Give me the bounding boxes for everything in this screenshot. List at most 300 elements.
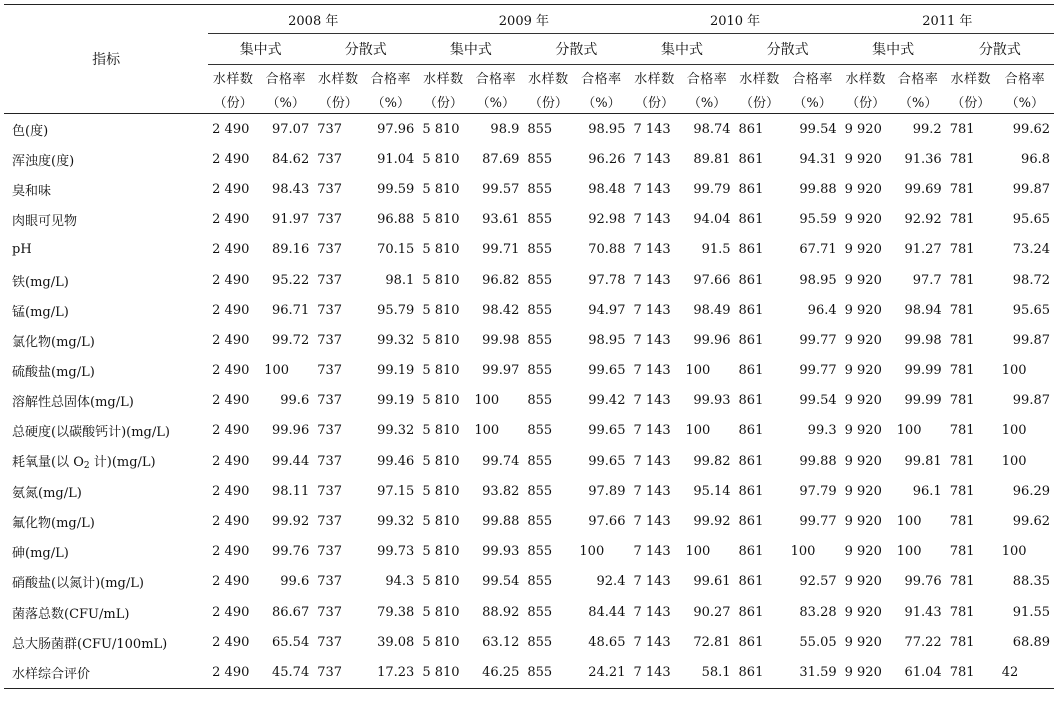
cell-pass-rate: 97.89 [588,483,626,499]
cell-pass-rate: 100 [685,423,711,439]
type-header-centralized: 集中式 [208,34,313,65]
cell-sample-count: 855 [527,483,553,499]
cell-sample-count: 855 [527,544,553,560]
cell-sample-count: 7 143 [633,634,671,650]
cell-sample-count: 7 143 [633,242,671,258]
cell-sample-count: 855 [527,181,553,197]
cell-pass-rate: 98.43 [272,181,310,197]
cell-pass-rate: 99.81 [904,453,942,469]
cell-pass-rate: 87.69 [482,151,520,167]
row-label: 硝酸盐(以氮计)(mg/L) [12,576,144,592]
unit-header-rate: （%） [785,89,841,114]
cell-sample-count: 7 143 [633,544,671,560]
cell-sample-count: 2 490 [212,604,250,620]
row-label: 总硬度(以碳酸钙计)(mg/L) [12,425,170,441]
type-header-decentralized: 分散式 [523,34,629,65]
cell-sample-count: 737 [317,212,343,228]
cell-pass-rate: 95.79 [377,302,415,318]
cell-sample-count: 861 [738,181,764,197]
cell-sample-count: 861 [738,604,764,620]
cell-sample-count: 5 810 [422,634,460,650]
cell-pass-rate: 98.95 [588,332,626,348]
table-row [4,205,1054,235]
cell-sample-count: 2 490 [212,332,250,348]
unit-header-count: （份） [208,89,258,114]
cell-pass-rate: 99.54 [482,574,520,590]
cell-sample-count: 7 143 [633,483,671,499]
cell-pass-rate: 68.89 [1012,634,1050,650]
cell-pass-rate: 94.97 [588,302,626,318]
cell-pass-rate: 96.88 [377,212,415,228]
cell-sample-count: 737 [317,332,343,348]
table-row [4,597,1054,627]
cell-pass-rate: 99.73 [377,544,415,560]
cell-sample-count: 9 920 [844,242,882,258]
cell-pass-rate: 96.4 [807,302,837,318]
row-label: pH [12,242,32,258]
sub-header-count: 水样数 [317,71,359,87]
cell-sample-count: 7 143 [633,453,671,469]
row-label: 总大肠菌群(CFU/100mL) [12,636,168,652]
cell-pass-rate: 99.76 [904,574,942,590]
row-label: 肉眼可见物 [12,214,78,230]
cell-sample-count: 737 [317,151,343,167]
cell-sample-count: 5 810 [422,302,460,318]
cell-sample-count: 7 143 [633,302,671,318]
cell-pass-rate: 46.25 [468,657,523,688]
cell-pass-rate: 99.6 [280,574,310,590]
cell-pass-rate: 95.22 [272,272,310,288]
cell-pass-rate: 99.19 [377,363,415,379]
cell-sample-count: 737 [317,483,343,499]
cell-sample-count: 5 810 [422,272,460,288]
cell-pass-rate: 100 [896,544,922,560]
cell-sample-count: 2 490 [212,574,250,590]
cell-sample-count: 855 [527,212,553,228]
cell-pass-rate: 99.92 [272,514,310,530]
unit-header-count: （份） [946,89,996,114]
row-label: 锰(mg/L) [12,304,69,320]
row-label: 臭和味 [12,183,52,199]
sub-header-count: 水样数 [212,71,254,87]
cell-pass-rate: 95.65 [1012,302,1050,318]
table-row [4,476,1054,506]
table-row [4,506,1054,536]
cell-pass-rate: 97.66 [588,514,626,530]
row-label: 砷(mg/L) [12,546,69,562]
cell-pass-rate: 97.79 [799,483,837,499]
cell-pass-rate: 97.66 [693,272,731,288]
indicator-header: 指标 [4,5,208,114]
cell-pass-rate: 99.32 [377,332,415,348]
cell-pass-rate: 48.65 [588,634,626,650]
row-label: 色(度) [12,123,49,139]
cell-sample-count: 855 [527,302,553,318]
cell-pass-rate: 96.29 [1012,483,1050,499]
cell-pass-rate: 63.12 [482,634,520,650]
cell-pass-rate: 91.55 [1012,604,1050,620]
cell-sample-count: 737 [317,393,343,409]
cell-sample-count: 5 810 [422,151,460,167]
row-label: 氨氮(mg/L) [12,485,82,501]
cell-pass-rate: 99.44 [272,453,310,469]
cell-pass-rate: 98.72 [1012,272,1050,288]
cell-sample-count: 861 [738,393,764,409]
cell-pass-rate: 99.65 [588,363,626,379]
cell-sample-count: 855 [527,332,553,348]
cell-pass-rate: 99.46 [377,453,415,469]
sub-header-rate: 合格率 [1004,71,1046,87]
cell-pass-rate: 77.22 [904,634,942,650]
cell-sample-count: 855 [527,363,553,379]
row-label-subscript: 2 [83,461,90,472]
cell-sample-count: 861 [738,121,764,137]
cell-sample-count: 737 [317,302,343,318]
cell-pass-rate: 98.49 [693,302,731,318]
cell-sample-count: 861 [738,574,764,590]
cell-sample-count: 7 143 [633,363,671,379]
cell-pass-rate: 94.3 [385,574,415,590]
cell-sample-count: 861 [738,212,764,228]
cell-sample-count: 5 810 [422,332,460,348]
unit-header-count: （份） [418,89,468,114]
cell-pass-rate: 98.11 [272,483,310,499]
cell-pass-rate: 61.04 [891,657,946,688]
cell-pass-rate: 99.96 [693,332,731,348]
cell-sample-count: 861 [738,453,764,469]
sub-header-rate: 合格率 [475,71,517,87]
sub-header-rate: 合格率 [581,71,622,87]
cell-sample-count: 9 920 [844,302,882,318]
cell-sample-count: 781 [949,212,975,228]
cell-sample-count: 861 [738,634,764,650]
cell-pass-rate: 96.8 [1021,151,1050,167]
cell-pass-rate: 99.82 [693,453,731,469]
unit-header-rate: （%） [996,89,1054,114]
cell-sample-count: 855 [527,453,553,469]
cell-sample-count: 781 [949,302,975,318]
cell-sample-count: 861 [738,423,764,439]
cell-sample-count: 9 920 [841,657,891,688]
unit-header-count: （份） [523,89,573,114]
cell-pass-rate: 99.65 [588,453,626,469]
sub-header-count: 水样数 [528,71,569,87]
unit-header-rate: （%） [891,89,946,114]
cell-sample-count: 2 490 [212,272,250,288]
cell-pass-rate: 99.93 [693,393,731,409]
sub-header-count: 水样数 [739,71,780,87]
sub-header-rate: 合格率 [370,71,412,87]
cell-pass-rate: 79.38 [377,604,415,620]
cell-pass-rate: 99.72 [272,332,310,348]
cell-pass-rate: 99.42 [588,393,626,409]
cell-pass-rate: 99.99 [904,393,942,409]
cell-sample-count: 7 143 [633,514,671,530]
cell-pass-rate: 99.88 [799,453,837,469]
cell-sample-count: 9 920 [844,604,882,620]
sub-header-count: 水样数 [950,71,991,87]
cell-pass-rate: 84.44 [588,604,626,620]
cell-pass-rate: 96.26 [588,151,626,167]
cell-pass-rate: 98.9 [490,121,520,137]
cell-pass-rate: 89.16 [272,242,310,258]
cell-sample-count: 9 920 [844,363,882,379]
type-header-centralized: 集中式 [418,34,523,65]
type-header-centralized: 集中式 [841,34,946,65]
cell-sample-count: 2 490 [212,212,250,228]
cell-pass-rate: 17.23 [363,657,418,688]
cell-pass-rate: 99.65 [588,423,626,439]
cell-pass-rate: 91.04 [377,151,415,167]
cell-pass-rate: 97.7 [912,272,942,288]
cell-pass-rate: 99.96 [272,423,310,439]
cell-sample-count: 855 [527,514,553,530]
cell-pass-rate: 99.61 [693,574,731,590]
cell-pass-rate: 89.81 [693,151,731,167]
cell-sample-count: 2 490 [212,544,250,560]
cell-pass-rate: 99.87 [1012,181,1050,197]
cell-sample-count: 9 920 [844,272,882,288]
cell-pass-rate: 67.71 [799,242,837,258]
cell-sample-count: 5 810 [422,393,460,409]
cell-pass-rate: 70.15 [377,242,415,258]
cell-sample-count: 781 [949,242,975,258]
cell-pass-rate: 99.54 [799,393,837,409]
cell-sample-count: 2 490 [212,423,250,439]
cell-sample-count: 855 [527,272,553,288]
cell-sample-count: 737 [317,423,343,439]
cell-pass-rate: 95.59 [799,212,837,228]
cell-pass-rate: 99.79 [693,181,731,197]
cell-pass-rate: 95.14 [693,483,731,499]
cell-pass-rate: 100 [1001,423,1027,439]
cell-sample-count: 9 920 [844,151,882,167]
cell-pass-rate: 90.27 [693,604,731,620]
sub-header-count: 水样数 [634,71,675,87]
cell-pass-rate: 99.57 [482,181,520,197]
cell-sample-count: 861 [738,332,764,348]
cell-sample-count: 7 143 [633,604,671,620]
year-header-2011: 2011 年 [841,5,1054,34]
cell-sample-count: 781 [949,574,975,590]
cell-sample-count: 2 490 [212,453,250,469]
cell-sample-count: 7 143 [633,393,671,409]
table-row [4,657,1054,688]
cell-pass-rate: 99.2 [912,121,942,137]
cell-pass-rate: 91.27 [904,242,942,258]
cell-sample-count: 855 [527,393,553,409]
cell-sample-count: 737 [317,604,343,620]
cell-sample-count: 9 920 [844,121,882,137]
cell-sample-count: 781 [949,514,975,530]
cell-pass-rate: 100 [685,544,711,560]
row-label-part: 计)(mg/L) [89,455,156,471]
cell-sample-count: 9 920 [844,634,882,650]
cell-sample-count: 7 143 [633,212,671,228]
cell-pass-rate: 99.74 [482,453,520,469]
row-label-part: 耗氧量(以 O [12,455,84,471]
cell-sample-count: 5 810 [422,574,460,590]
cell-sample-count: 855 [527,242,553,258]
sub-header-count: 水样数 [845,71,886,87]
cell-sample-count: 5 810 [422,181,460,197]
cell-pass-rate: 96.71 [272,302,310,318]
cell-sample-count: 7 143 [633,121,671,137]
cell-pass-rate: 91.97 [272,212,310,228]
cell-sample-count: 5 810 [422,423,460,439]
cell-pass-rate: 55.05 [799,634,837,650]
type-header-decentralized: 分散式 [735,34,841,65]
cell-sample-count: 5 810 [422,514,460,530]
cell-sample-count: 7 143 [633,332,671,348]
cell-pass-rate: 100 [1001,363,1027,379]
row-label: 溶解性总固体(mg/L) [12,395,134,411]
sub-header-rate: 合格率 [265,71,306,87]
cell-sample-count: 781 [949,544,975,560]
cell-pass-rate: 88.35 [1012,574,1050,590]
cell-sample-count: 855 [527,574,553,590]
cell-pass-rate: 42 [996,657,1054,688]
cell-sample-count: 5 810 [422,121,460,137]
cell-pass-rate: 99.98 [904,332,942,348]
cell-sample-count: 737 [317,453,343,469]
table-body [4,114,1054,689]
cell-pass-rate: 99.6 [280,393,310,409]
table-row [4,446,1054,476]
cell-sample-count: 5 810 [418,657,468,688]
cell-sample-count: 737 [317,514,343,530]
table-row [4,537,1054,567]
cell-pass-rate: 99.99 [904,363,942,379]
cell-sample-count: 861 [738,483,764,499]
cell-sample-count: 861 [738,302,764,318]
cell-pass-rate: 99.87 [1012,332,1050,348]
cell-pass-rate: 99.77 [799,363,837,379]
cell-pass-rate: 98.74 [693,121,731,137]
cell-pass-rate: 83.28 [799,604,837,620]
table-row [4,356,1054,386]
cell-sample-count: 855 [527,634,553,650]
cell-pass-rate: 99.62 [1012,514,1050,530]
cell-sample-count: 861 [735,657,785,688]
cell-pass-rate: 100 [1001,453,1027,469]
cell-pass-rate: 99.88 [799,181,837,197]
table-row [4,325,1054,355]
cell-sample-count: 5 810 [422,212,460,228]
cell-pass-rate: 98.42 [482,302,520,318]
cell-sample-count: 781 [949,483,975,499]
cell-pass-rate: 92.4 [596,574,626,590]
cell-pass-rate: 99.77 [799,514,837,530]
cell-sample-count: 5 810 [422,604,460,620]
unit-header-rate: （%） [468,89,523,114]
cell-sample-count: 7 143 [633,272,671,288]
unit-header-rate: （%） [363,89,418,114]
cell-pass-rate: 24.21 [573,657,629,688]
cell-sample-count: 855 [527,604,553,620]
unit-header-count: （份） [629,89,679,114]
cell-pass-rate: 31.59 [785,657,841,688]
cell-sample-count: 9 920 [844,483,882,499]
cell-pass-rate: 100 [264,363,290,379]
cell-sample-count: 5 810 [422,483,460,499]
cell-pass-rate: 94.04 [693,212,731,228]
type-header-decentralized: 分散式 [946,34,1054,65]
cell-pass-rate: 100 [896,514,922,530]
cell-sample-count: 2 490 [212,302,250,318]
cell-sample-count: 5 810 [422,242,460,258]
cell-sample-count: 9 920 [844,181,882,197]
cell-sample-count: 781 [949,272,975,288]
cell-sample-count: 781 [949,393,975,409]
cell-pass-rate: 99.92 [693,514,731,530]
cell-pass-rate: 93.82 [482,483,520,499]
cell-pass-rate: 97.96 [377,121,415,137]
cell-sample-count: 737 [317,363,343,379]
year-header-2009: 2009 年 [418,5,629,34]
cell-sample-count: 9 920 [844,514,882,530]
cell-pass-rate: 99.93 [482,544,520,560]
type-header-centralized: 集中式 [629,34,734,65]
row-label: 菌落总数(CFU/mL) [12,606,130,622]
table-row [4,114,1054,145]
cell-pass-rate: 100 [474,423,500,439]
cell-sample-count: 9 920 [844,544,882,560]
cell-pass-rate: 99.54 [799,121,837,137]
row-label: 铁(mg/L) [12,274,69,290]
cell-sample-count: 2 490 [212,514,250,530]
cell-pass-rate: 98.1 [385,272,415,288]
cell-pass-rate: 99.76 [272,544,310,560]
cell-sample-count: 9 920 [844,332,882,348]
cell-pass-rate: 95.65 [1012,212,1050,228]
cell-pass-rate: 97.15 [377,483,415,499]
cell-sample-count: 2 490 [212,363,250,379]
table-row [4,235,1054,265]
cell-sample-count: 7 143 [633,574,671,590]
cell-pass-rate: 99.69 [904,181,942,197]
cell-sample-count: 781 [949,181,975,197]
cell-sample-count: 7 143 [633,423,671,439]
row-label: 氟化物(mg/L) [12,516,95,532]
cell-pass-rate: 39.08 [377,634,415,650]
cell-pass-rate: 100 [685,363,711,379]
cell-sample-count: 9 920 [844,393,882,409]
cell-sample-count: 781 [949,423,975,439]
cell-sample-count: 2 490 [212,181,250,197]
cell-pass-rate: 88.92 [482,604,520,620]
row-label: 氯化物(mg/L) [12,334,95,350]
sub-header-count: 水样数 [423,71,464,87]
unit-header-rate: （%） [573,89,629,114]
cell-pass-rate: 92.98 [588,212,626,228]
cell-pass-rate: 99.87 [1012,393,1050,409]
cell-sample-count: 2 490 [212,151,250,167]
cell-sample-count: 781 [949,332,975,348]
unit-header-count: （份） [735,89,785,114]
cell-pass-rate: 86.67 [272,604,310,620]
cell-sample-count: 737 [317,121,343,137]
table-row [4,265,1054,295]
cell-sample-count: 861 [738,151,764,167]
table-row [4,627,1054,657]
cell-pass-rate: 98.48 [588,181,626,197]
cell-pass-rate: 91.43 [904,604,942,620]
cell-sample-count: 737 [313,657,363,688]
cell-sample-count: 2 490 [208,657,258,688]
cell-sample-count: 861 [738,242,764,258]
cell-sample-count: 781 [949,121,975,137]
